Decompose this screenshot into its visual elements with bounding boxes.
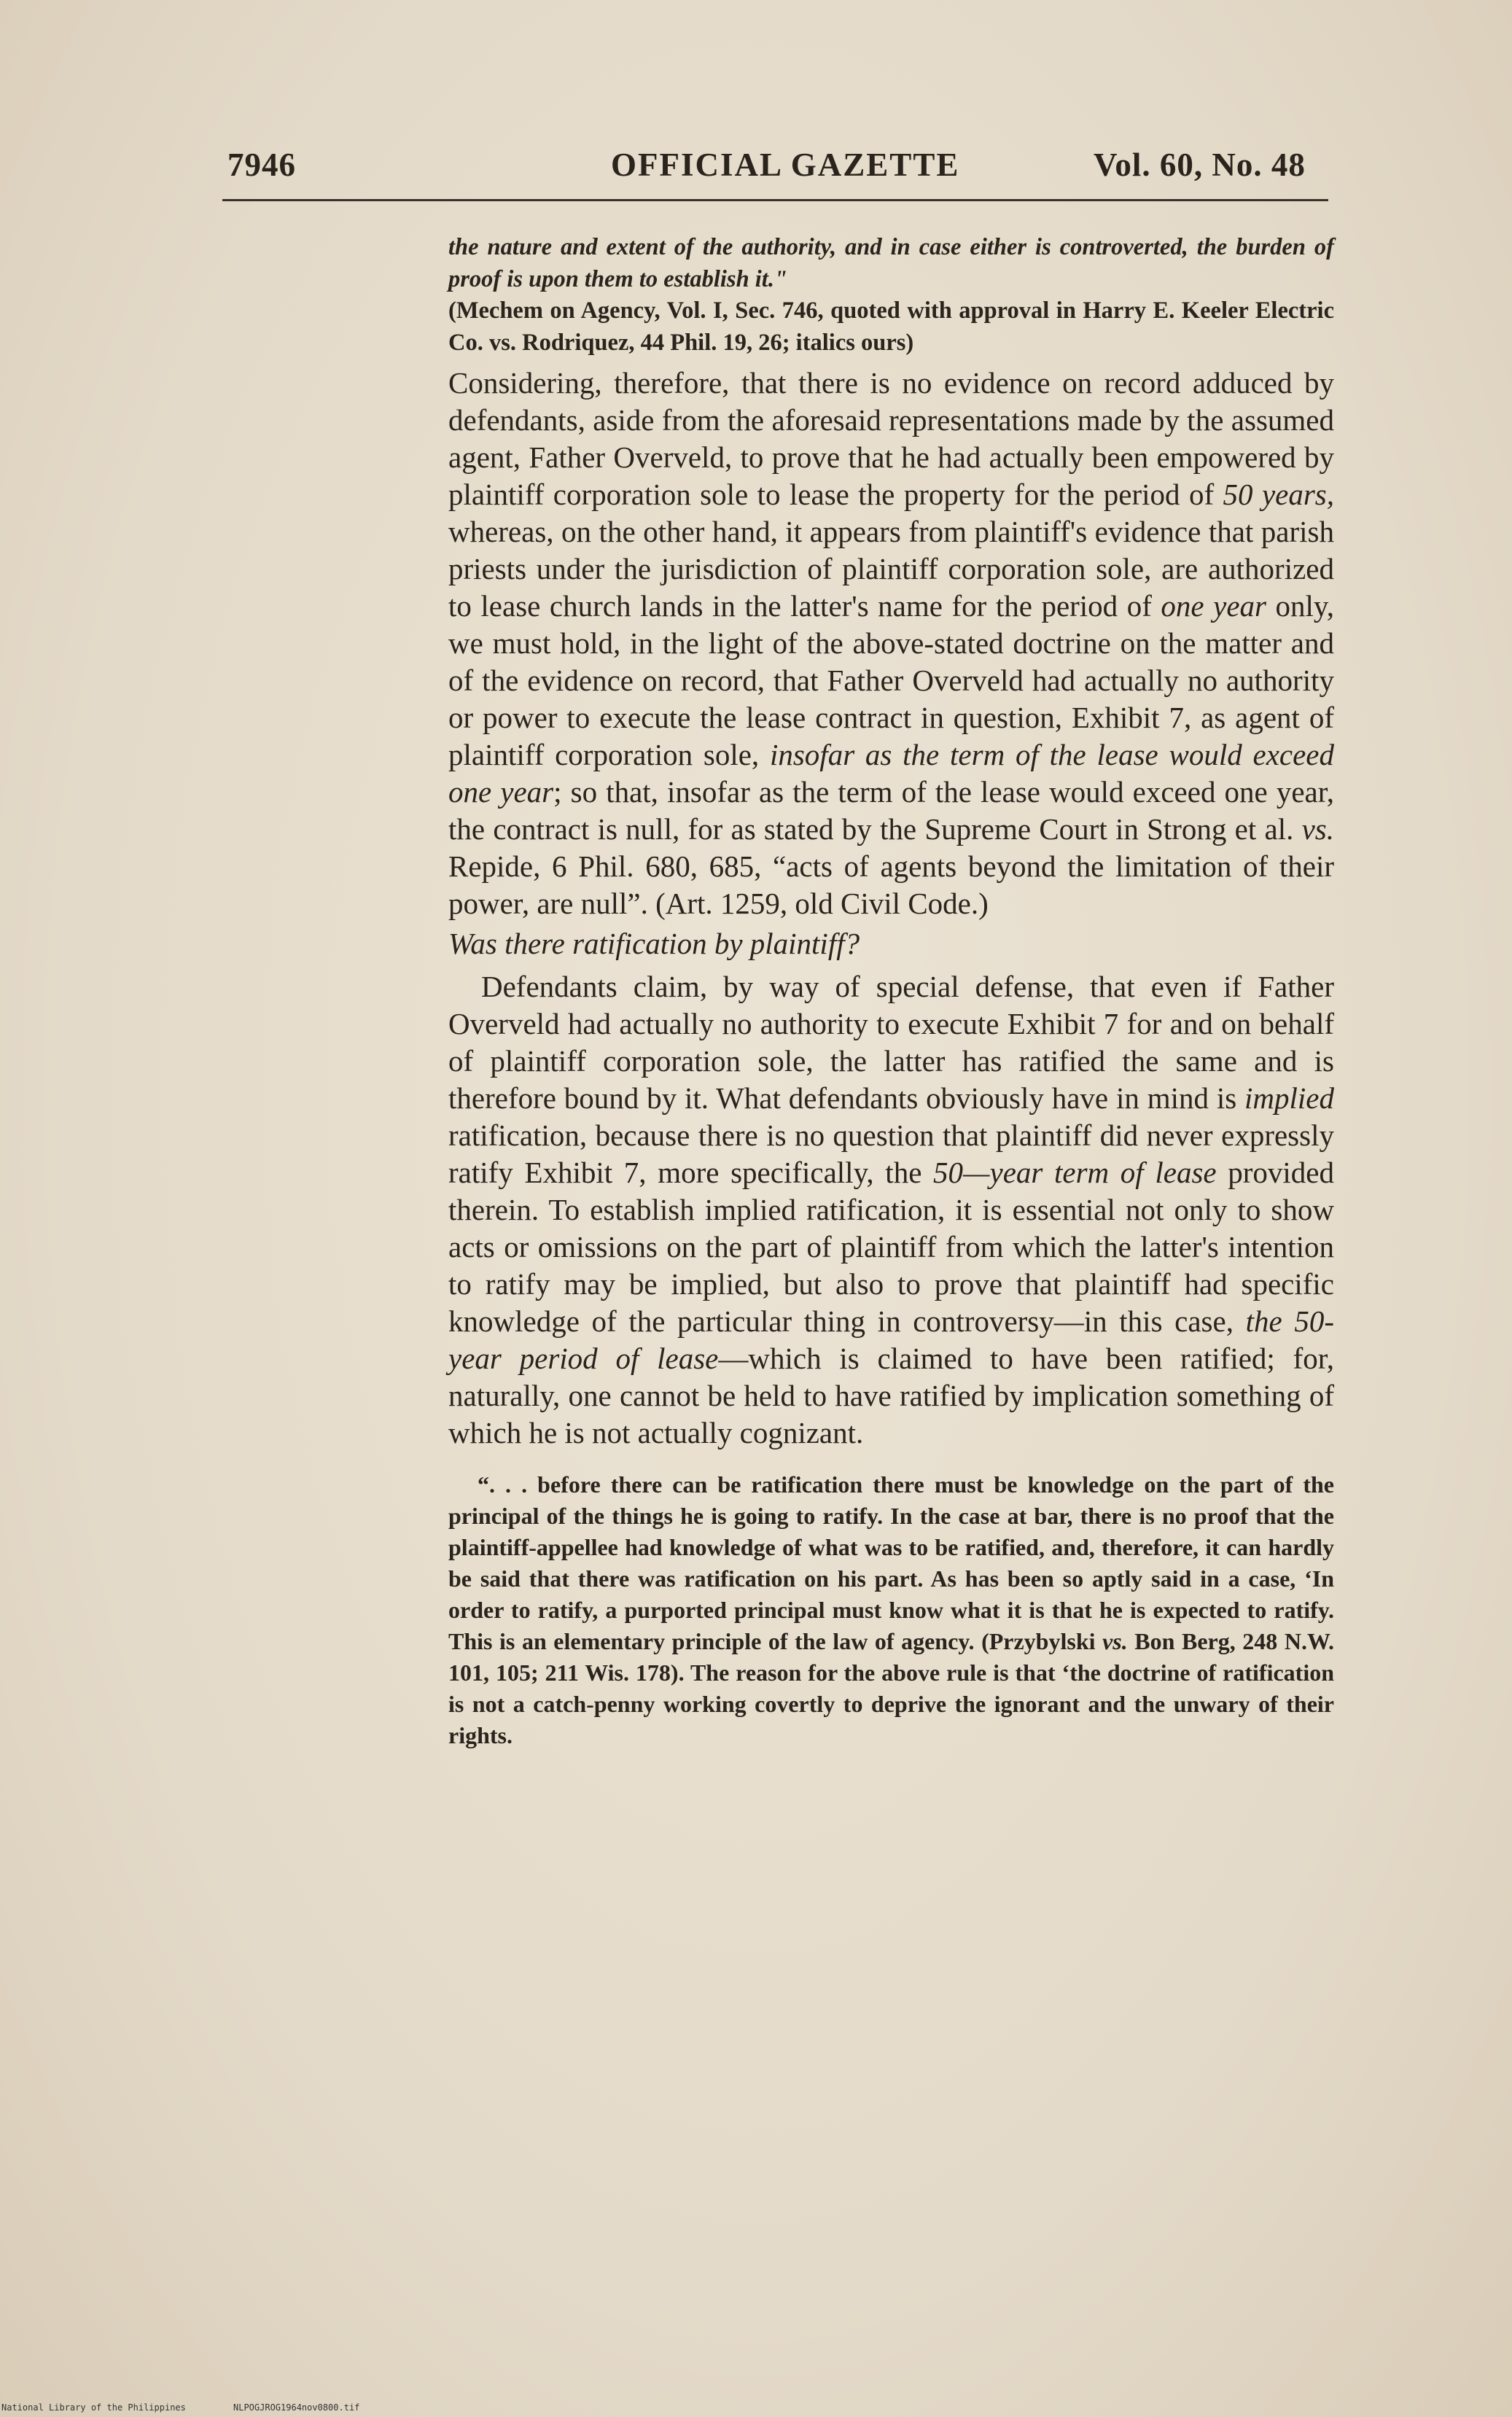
header-rule: [222, 199, 1328, 201]
scan-footer: [1, 2402, 1511, 2416]
scan-filename: NLPOGJROG1964nov0800.tif: [233, 2402, 360, 2413]
paragraph-considering: Considering, therefore, that there is no evidence on record adduced by defendants, aside from the aforesaid representations made by the assumed agent, Father Overveld, to prove that he had actually been empowered by plaintiff corporation sole to lease the property for the period of 50 years, whereas, on the other hand, it appears from plaintiff's evidence that parish priests under the jurisdiction of plaintiff corporation sole, are authorized to lease church lands in the latter's name for the period of one year only, we must hold, in the light of the above-stated doctrine on the matter and of the evidence on record, that Father Overveld had actually no authority or power to execute the lease contract in question, Exhibit 7, as agent of plaintiff corporation sole, insofar as the term of the lease would exceed one year; so that, insofar as the term of the lease would exceed one year, the contract is null, for as stated by the Supreme Court in Strong et al. vs. Repide, 6 Phil. 680, 685, “acts of agents beyond the limitation of their power, are null”. (Art. 1259, old Civil Code.): [448, 366, 1335, 920]
library-credit: National Library of the Philippines: [1, 2402, 186, 2413]
block-quote: “. . . before there can be ratification there must be knowledge on the part of the principal of the things he is going to ratify. In the case at bar, there is no proof that the plaintiff-appellee had knowledge of what was to be ratified, and, therefore, it can hardly be said that there was ratification on his part. As has been so aptly said in a case, ‘In order to ratify, a purported principal must know what it is that he is expected to ratify. This is an elementary principle of the law of agency. (Przybylski vs. Bon Berg, 248 N.W. 101, 105; 211 Wis. 178). The reason for the above rule is that ‘the doctrine of ratification is not a catch-penny working covertly to deprive the ignorant and the unwary of their rights.: [448, 1471, 1335, 1748]
footnote-quote-italic: the nature and extent of the authority, and in case either is controverted, the burden of proof is upon them to establish it.": [448, 234, 1334, 292]
paragraph-defendants-claim: Defendants claim, by way of special defense, that even if Father Overveld had actually no authority to execute Exhibit 7 for and on behalf of plaintiff corporation sole, the latter has ratified the same and is therefore bound by it. What defendants obviously have in mind is implied ratification, because there is no question that plaintiff did never expressly ratify Exhibit 7, more specifically, the 50—year term of lease provided therein. To establish implied ratification, it is essential not only to show acts or omissions on the part of plaintiff from which the latter's intention to ratify may be implied, but also to prove that plaintiff had specific knowledge of the particular thing in controversy—in this case, the 50-year period of lease—which is claimed to have been ratified; for, naturally, one cannot be held to have ratified by implication something of which he is not actually cognizant.: [448, 970, 1335, 1449]
section-heading: Was there ratification by plaintiff?: [448, 927, 860, 960]
footnote-citation: (Mechem on Agency, Vol. I, Sec. 746, quoted with approval in Harry E. Keeler Electric Co. vs. Rodriquez, 44 Phil. 19, 26; italics ours): [448, 297, 1334, 356]
publication-title: OFFICIAL GAZETTE: [611, 147, 960, 183]
volume-number: Vol. 60, No. 48: [1094, 147, 1306, 183]
page-header: [0, 146, 1512, 197]
text-column: [448, 232, 1334, 1751]
page-number: 7946: [227, 147, 296, 183]
